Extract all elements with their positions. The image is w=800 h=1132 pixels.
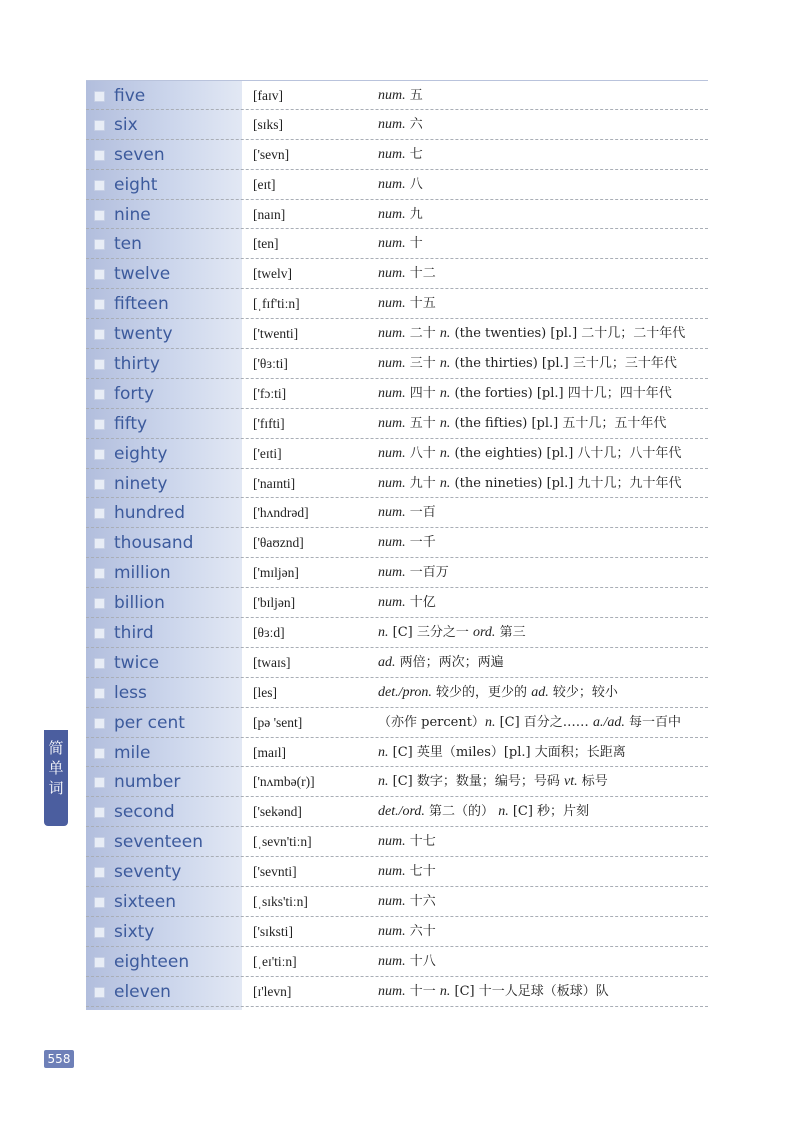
vocab-phonetic: [ˌfɪf'tiːn] [253,296,300,312]
checkbox-square-icon [94,837,105,848]
part-of-speech: n. [498,804,509,820]
part-of-speech: a./ad. [592,714,625,730]
vocab-row [86,110,708,140]
meaning-text: 六十 [405,923,436,939]
vocab-word: eighty [114,443,168,464]
vocab-meaning [378,623,526,643]
vocab-word: twice [114,652,160,673]
vocab-meaning [378,772,608,792]
vocab-phonetic: [twelv] [253,266,292,282]
vocab-phonetic: [pə 'sent] [253,714,303,730]
vocab-meaning [378,593,436,613]
vocab-row [86,857,708,887]
vocab-word: ten [114,234,142,255]
part-of-speech: num. [378,146,406,162]
meaning-text: 两倍；两次；两遍 [395,654,504,670]
vocab-meaning [378,324,685,344]
vocab-meaning [378,294,436,314]
vocab-meaning [378,444,681,464]
vocab-phonetic: ['θɜːti] [253,356,288,372]
part-of-speech: num. [378,983,406,999]
checkbox-square-icon [94,987,105,998]
meaning-text: 八 [405,176,423,192]
vocab-phonetic: [faɪv] [253,88,283,103]
vocab-phonetic: ['sekənd] [253,804,302,820]
vocab-phonetic: [twaɪs] [253,654,291,670]
meaning-text: [C] 英里（miles）[pl.] 大面积；长距离 [388,744,626,760]
vocab-meaning [378,264,436,284]
vocab-phonetic: ['nʌmbə(r)] [253,774,315,790]
meaning-text: (the forties) [pl.] 四十几；四十年代 [450,385,672,401]
vocab-phonetic: [ten] [253,236,279,252]
checkbox-square-icon [94,598,105,609]
part-of-speech: n. [378,625,389,641]
meaning-text: （亦作 percent） [378,714,485,730]
vocab-meaning [378,86,423,106]
vocab-meaning [378,354,677,374]
meaning-text: 十五 [405,296,436,312]
vocab-phonetic: ['naɪnti] [253,475,296,491]
vocab-phonetic: [θɜːd] [253,625,285,641]
vocab-word: twelve [114,264,171,285]
vocab-word: second [114,802,175,823]
part-of-speech: ad. [531,684,549,700]
meaning-text: 三十 [405,356,440,372]
vocab-meaning [378,683,618,703]
vocab-row [86,827,708,857]
part-of-speech: num. [378,88,406,103]
vocab-row [86,738,708,768]
meaning-text: 标号 [577,774,608,790]
vocab-phonetic: ['fɔːti] [253,385,287,401]
meaning-text: [C] 十一人足球（板球）队 [450,983,609,999]
part-of-speech: num. [378,266,406,282]
vocab-meaning [378,743,626,763]
checkbox-square-icon [94,538,105,549]
vocab-row [86,349,708,379]
checkbox-square-icon [94,688,105,699]
part-of-speech: det./ord. [378,804,425,820]
part-of-speech: n. [378,744,389,760]
vocab-phonetic: [les] [253,684,277,700]
vocab-phonetic: [eɪt] [253,176,276,192]
checkbox-square-icon [94,150,105,161]
vocab-meaning [378,234,423,254]
vocab-row [86,409,708,439]
vocab-row [86,498,708,528]
meaning-text: (the nineties) [pl.] 九十几；九十年代 [450,475,682,491]
vocab-meaning [378,175,423,195]
checkbox-square-icon [94,180,105,191]
meaning-text: [C] 百分之…… [495,714,593,730]
meaning-text: 十八 [405,953,436,969]
vocab-phonetic: [ˌsɪks'tiːn] [253,894,308,910]
checkbox-square-icon [94,658,105,669]
vocab-meaning [378,414,666,434]
checkbox-square-icon [94,120,105,131]
checkbox-square-icon [94,329,105,340]
meaning-text: 六 [405,116,423,132]
part-of-speech: n. [439,475,451,491]
vocab-word: seventeen [114,832,203,853]
vocab-word: third [114,623,154,644]
vocab-meaning [378,563,449,583]
vocab-phonetic: [ˌsevn'tiːn] [253,834,312,850]
meaning-text: 一百 [405,505,436,521]
part-of-speech: num. [378,923,406,939]
checkbox-square-icon [94,957,105,968]
vocab-row [86,558,708,588]
vocab-meaning [378,892,436,912]
vocab-row [86,648,708,678]
vocab-word: billion [114,593,165,614]
vocab-row [86,917,708,947]
vocab-phonetic: [maɪl] [253,744,286,760]
part-of-speech: num. [378,176,406,192]
vocab-row [86,170,708,200]
vocab-row [86,469,708,499]
vocab-word: thousand [114,533,194,554]
vocab-row [86,678,708,708]
vocab-word: less [114,682,147,703]
checkbox-square-icon [94,389,105,400]
meaning-text: 十六 [405,894,436,910]
checkbox-square-icon [94,210,105,221]
checkbox-square-icon [94,748,105,759]
vocab-phonetic: [ɪ'levn] [253,983,292,999]
part-of-speech: num. [378,116,406,132]
vocab-phonetic: ['mɪljən] [253,565,299,581]
part-of-speech: num. [378,296,406,312]
vocab-word: eighteen [114,951,190,972]
meaning-text: [C] 三分之一 [388,625,473,641]
vocab-meaning [378,205,423,225]
vocab-row [86,319,708,349]
meaning-text: 四十 [405,385,440,401]
part-of-speech: n. [484,714,496,730]
vocab-row [86,588,708,618]
part-of-speech: vt. [564,774,578,790]
checkbox-square-icon [94,449,105,460]
vocab-word: mile [114,742,151,763]
vocab-phonetic: ['θaʊznd] [253,535,304,551]
section-tab-char: 简 [48,739,64,757]
checkbox-square-icon [94,927,105,938]
vocab-word: number [114,772,181,793]
meaning-text: 九 [405,206,423,222]
meaning-text: [C] 秒；片刻 [508,804,590,820]
vocab-meaning [378,952,436,972]
vocab-word: ninety [114,473,168,494]
meaning-text: 十 [405,236,423,252]
vocab-word: seven [114,144,165,165]
part-of-speech: n. [439,983,451,999]
vocab-meaning [378,145,423,165]
vocab-word: sixty [114,921,155,942]
checkbox-square-icon [94,867,105,878]
page-number: 558 [44,1050,74,1068]
meaning-text: 较少的，更少的 [431,684,532,700]
part-of-speech: ord. [473,625,496,641]
checkbox-square-icon [94,269,105,280]
part-of-speech: num. [378,475,406,491]
meaning-text: 二十 [405,326,440,342]
vocab-meaning [378,832,436,852]
vocab-phonetic: ['hʌndrəd] [253,505,309,521]
vocab-phonetic: ['bɪljən] [253,595,296,611]
vocab-word: eleven [114,981,171,1002]
vocabulary-list [86,80,708,1007]
part-of-speech: num. [378,236,406,252]
checkbox-square-icon [94,897,105,908]
meaning-text: 每一百中 [624,714,681,730]
meaning-text: 八十 [405,445,440,461]
vocab-word: per cent [114,712,185,733]
vocab-meaning [378,503,436,523]
vocab-word: sixteen [114,892,176,913]
checkbox-square-icon [94,508,105,519]
meaning-text: (the thirties) [pl.] 三十几；三十年代 [450,356,677,372]
vocab-word: million [114,563,171,584]
meaning-text: 一百万 [405,565,449,581]
part-of-speech: num. [378,595,406,611]
meaning-text: 七 [405,146,423,162]
vocab-row [86,379,708,409]
vocab-row [86,289,708,319]
vocab-row [86,229,708,259]
vocab-meaning [378,713,681,733]
vocab-row [86,528,708,558]
checkbox-square-icon [94,239,105,250]
vocab-meaning [378,474,681,494]
vocab-meaning [378,653,504,673]
part-of-speech: num. [378,864,406,880]
meaning-text: 十七 [405,834,436,850]
checkbox-square-icon [94,91,105,102]
vocab-word: fifteen [114,294,169,315]
vocab-word: eight [114,174,158,195]
vocab-phonetic: [ˌeɪ'tiːn] [253,953,297,969]
checkbox-square-icon [94,359,105,370]
vocab-word: thirty [114,354,160,375]
part-of-speech: n. [439,415,451,431]
section-tab [44,730,68,826]
meaning-text: (the fifties) [pl.] 五十几；五十年代 [450,415,667,431]
vocab-meaning [378,802,589,822]
vocab-phonetic: [sɪks] [253,116,283,132]
vocab-word: five [114,86,146,106]
checkbox-square-icon [94,479,105,490]
checkbox-square-icon [94,628,105,639]
part-of-speech: n. [439,445,451,461]
vocab-word: fifty [114,413,148,434]
vocab-word: forty [114,383,155,404]
vocab-row [86,200,708,230]
part-of-speech: num. [378,894,406,910]
part-of-speech: ad. [378,654,396,670]
part-of-speech: num. [378,834,406,850]
part-of-speech: num. [378,535,406,551]
part-of-speech: num. [378,445,406,461]
vocab-row [86,977,708,1007]
vocab-word: nine [114,204,151,225]
meaning-text: 九十 [405,475,440,491]
section-tab-char: 词 [48,779,64,797]
part-of-speech: det./pron. [378,684,432,700]
meaning-text: (the eighties) [pl.] 八十几；八十年代 [450,445,682,461]
part-of-speech: num. [378,565,406,581]
vocab-meaning [378,533,436,553]
vocab-phonetic: ['eɪti] [253,445,282,461]
checkbox-square-icon [94,718,105,729]
vocab-row [86,439,708,469]
meaning-text: 十亿 [405,595,436,611]
meaning-text: [C] 数字；数量；编号；号码 [388,774,564,790]
vocab-word: twenty [114,324,173,345]
meaning-text: 较少；较小 [548,684,618,700]
vocab-word: seventy [114,862,182,883]
vocab-row [86,618,708,648]
part-of-speech: num. [378,505,406,521]
part-of-speech: n. [378,774,389,790]
vocab-meaning [378,384,672,404]
vocab-phonetic: [naɪn] [253,206,286,222]
meaning-text: 五 [405,88,423,103]
meaning-text: 七十 [405,864,436,880]
vocab-row [86,708,708,738]
vocab-meaning [378,862,436,882]
vocab-row [86,767,708,797]
vocab-row [86,797,708,827]
vocab-row [86,80,708,110]
meaning-text: 第三 [495,625,526,641]
meaning-text: 一千 [405,535,436,551]
vocab-word: six [114,114,138,135]
part-of-speech: num. [378,356,406,372]
part-of-speech: num. [378,415,406,431]
checkbox-square-icon [94,777,105,788]
vocab-row [86,887,708,917]
vocab-phonetic: ['sevnti] [253,864,297,880]
vocab-meaning [378,922,436,942]
vocab-phonetic: ['twenti] [253,326,299,342]
vocab-meaning [378,982,609,1002]
part-of-speech: n. [439,385,451,401]
checkbox-square-icon [94,419,105,430]
part-of-speech: num. [378,206,406,222]
meaning-text: 第二（的） [424,804,499,820]
vocab-phonetic: ['fɪfti] [253,415,285,431]
meaning-text: 十一 [405,983,440,999]
part-of-speech: num. [378,953,406,969]
part-of-speech: n. [439,326,451,342]
vocab-phonetic: ['sevn] [253,146,290,162]
vocab-phonetic: ['sɪksti] [253,923,293,939]
part-of-speech: n. [439,356,451,372]
checkbox-square-icon [94,807,105,818]
vocab-row [86,140,708,170]
part-of-speech: num. [378,385,406,401]
vocab-word: hundred [114,503,185,524]
part-of-speech: num. [378,326,406,342]
meaning-text: 十二 [405,266,436,282]
meaning-text: (the twenties) [pl.] 二十几；二十年代 [450,326,686,342]
vocab-row [86,947,708,977]
meaning-text: 五十 [405,415,440,431]
checkbox-square-icon [94,568,105,579]
vocab-meaning [378,115,423,135]
vocab-row [86,259,708,289]
section-tab-char: 单 [48,759,64,777]
checkbox-square-icon [94,299,105,310]
